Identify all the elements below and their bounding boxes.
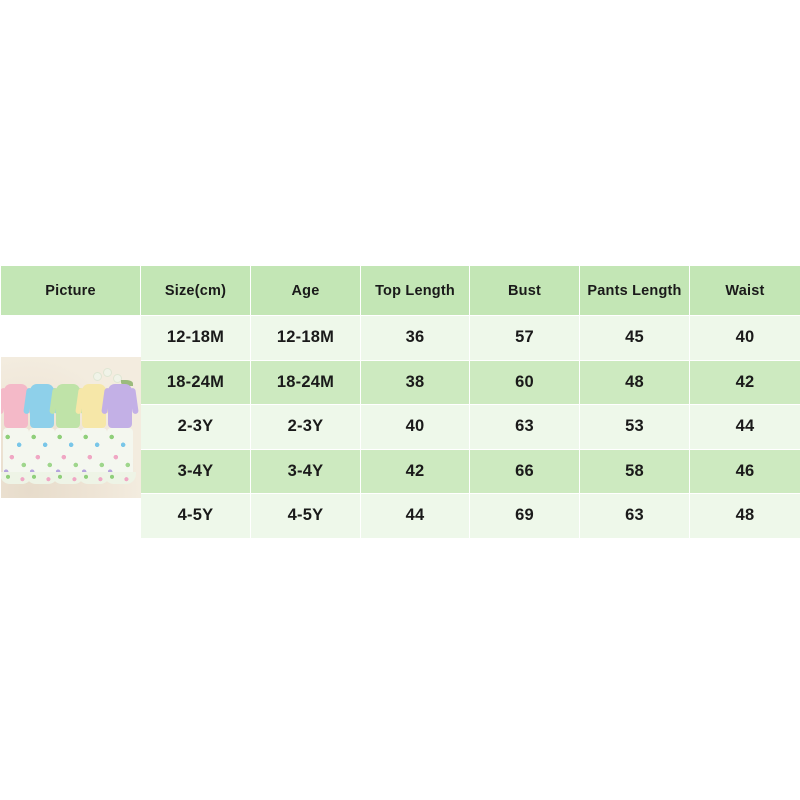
product-photo	[1, 338, 141, 516]
header-row	[1, 266, 800, 316]
column-header-size: Size(cm)	[141, 266, 251, 316]
cell-top-length: 44	[361, 494, 470, 539]
cell-top-length: 36	[361, 316, 470, 361]
cell-top-length: 38	[361, 360, 470, 405]
cell-waist: 44	[690, 405, 800, 450]
cell-pants-length: 58	[580, 449, 690, 494]
cell-size: 12-18M	[141, 316, 251, 361]
cell-bust: 63	[470, 405, 580, 450]
outfit-purple	[107, 384, 133, 484]
column-header-pants-length: Pants Length	[580, 266, 690, 316]
cell-waist: 48	[690, 494, 800, 539]
table-row	[1, 316, 800, 361]
table-body	[1, 316, 800, 539]
size-chart-container	[0, 265, 800, 539]
cell-size: 4-5Y	[141, 494, 251, 539]
cell-age: 2-3Y	[251, 405, 361, 450]
column-header-picture: Picture	[1, 266, 141, 316]
cell-bust: 69	[470, 494, 580, 539]
cell-top-length: 42	[361, 449, 470, 494]
cell-age: 18-24M	[251, 360, 361, 405]
photo-top-margin	[1, 338, 141, 357]
cell-size: 2-3Y	[141, 405, 251, 450]
column-header-waist: Waist	[690, 266, 800, 316]
cell-size: 3-4Y	[141, 449, 251, 494]
cell-age: 3-4Y	[251, 449, 361, 494]
cell-bust: 66	[470, 449, 580, 494]
cell-age: 4-5Y	[251, 494, 361, 539]
cell-waist: 40	[690, 316, 800, 361]
outfit-group	[1, 384, 141, 484]
cell-age: 12-18M	[251, 316, 361, 361]
product-picture-cell	[1, 316, 141, 539]
cell-pants-length: 48	[580, 360, 690, 405]
cell-size: 18-24M	[141, 360, 251, 405]
cell-pants-length: 63	[580, 494, 690, 539]
cell-pants-length: 53	[580, 405, 690, 450]
column-header-bust: Bust	[470, 266, 580, 316]
cell-waist: 42	[690, 360, 800, 405]
cell-pants-length: 45	[580, 316, 690, 361]
cell-bust: 60	[470, 360, 580, 405]
column-header-top-length: Top Length	[361, 266, 470, 316]
cell-waist: 46	[690, 449, 800, 494]
size-chart-table	[0, 265, 800, 539]
column-header-age: Age	[251, 266, 361, 316]
table-header	[1, 266, 800, 316]
cell-top-length: 40	[361, 405, 470, 450]
photo-bottom-margin	[1, 498, 141, 516]
cell-bust: 57	[470, 316, 580, 361]
